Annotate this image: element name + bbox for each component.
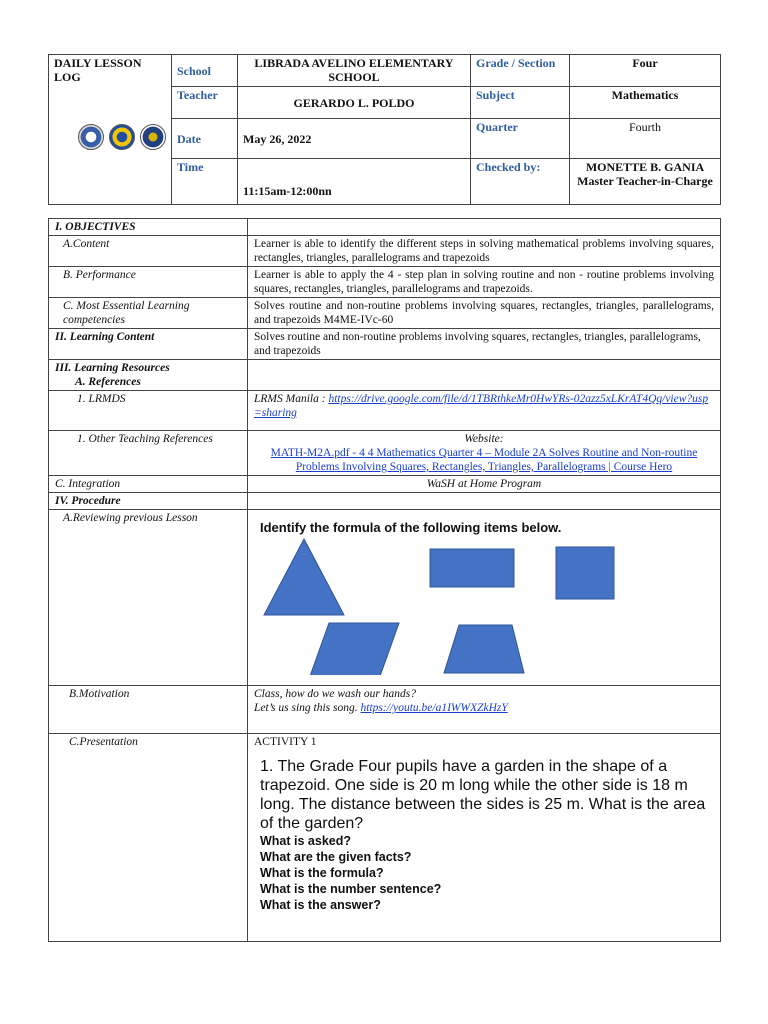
objectives-heading: I. OBJECTIVES xyxy=(49,219,248,236)
subject-label: Subject xyxy=(471,87,570,119)
lrmds-prefix: LRMS Manila : xyxy=(254,393,329,405)
division-seal-logo xyxy=(109,124,135,150)
activity-title: ACTIVITY 1 xyxy=(254,736,317,748)
question-given: What are the given facts? xyxy=(260,850,412,864)
references-label: A. References xyxy=(75,376,141,388)
review-label: A.Reviewing previous Lesson xyxy=(49,510,248,686)
website-label: Website: xyxy=(464,433,504,445)
presentation-label: C.Presentation xyxy=(49,734,248,942)
question-asked: What is asked? xyxy=(260,834,351,848)
subject-value: Mathematics xyxy=(570,87,721,119)
motivation-label: B.Motivation xyxy=(49,686,248,734)
motivation-question: Class, how do we wash our hands? xyxy=(254,688,416,700)
trapezoid-shape xyxy=(444,625,524,673)
quarter-label: Quarter xyxy=(471,119,570,159)
learning-content-heading: II. Learning Content xyxy=(49,329,248,360)
rectangle-shape xyxy=(430,549,514,587)
integration-text: WaSH at Home Program xyxy=(248,476,721,493)
presentation-cell xyxy=(248,734,721,942)
school-label: School xyxy=(172,55,238,87)
lrmds-label: 1. LRMDS xyxy=(49,391,248,431)
time-label: Time xyxy=(172,159,238,205)
header-table xyxy=(48,54,721,205)
resources-heading-cell xyxy=(49,360,248,391)
review-cell xyxy=(248,510,721,686)
empty-cell xyxy=(248,219,721,236)
question-sentence: What is the number sentence? xyxy=(260,882,442,896)
procedure-heading: IV. Procedure xyxy=(49,493,248,510)
lrmds-cell xyxy=(248,391,721,431)
performance-label: B. Performance xyxy=(49,267,248,298)
checker-name: MONETTE B. GANIA xyxy=(585,160,705,174)
review-title: Identify the formula of the following items below. xyxy=(260,520,562,535)
content-label: A.Content xyxy=(49,236,248,267)
integration-label: C. Integration xyxy=(49,476,248,493)
performance-text: Learner is able to apply the 4 - step plan in solving routine and non - routine problems involving squares, rectangles, triangles, parallelograms and trapezoids. xyxy=(248,267,721,298)
date-value: May 26, 2022 xyxy=(238,119,471,159)
competencies-label: C. Most Essential Learning competencies xyxy=(49,298,248,329)
grade-label: Grade / Section xyxy=(471,55,570,87)
square-shape xyxy=(556,547,614,599)
teacher-label: Teacher xyxy=(172,87,238,119)
song-link[interactable]: https://youtu.be/a1IWWXZkHzY xyxy=(360,702,508,714)
empty-cell xyxy=(248,360,721,391)
motivation-cell xyxy=(248,686,721,734)
checker-role: Master Teacher-in-Charge xyxy=(577,174,713,188)
question-formula: What is the formula? xyxy=(260,866,384,880)
school-seal-logo xyxy=(140,124,166,150)
learning-content-text: Solves routine and non-routine problems involving squares, rectangles, triangles, parallelograms, and trapezoids xyxy=(248,329,721,360)
log-title: DAILY LESSON LOG xyxy=(54,56,142,84)
website-link[interactable]: MATH-M2A.pdf - 4 4 Mathematics Quarter 4 – Module 2A Solves Routine and Non-routine Problems Involving Squares, Rectangles, Triangles, Parallelograms | Course Hero xyxy=(270,447,698,473)
lrmds-link[interactable]: https://drive.google.com/file/d/1TBRthkeMr0HwYRs-02azz5xLKrAT4Qq/view?usp=sharing xyxy=(254,393,709,419)
date-label: Date xyxy=(172,119,238,159)
triangle-shape xyxy=(264,539,344,615)
shapes-figure xyxy=(254,535,714,675)
quarter-value: Fourth xyxy=(570,119,721,159)
logos xyxy=(78,124,166,150)
motivation-prefix: Let’s us sing this song. xyxy=(254,702,361,714)
title-cell xyxy=(49,55,172,205)
website-cell xyxy=(248,431,721,476)
problem-text: 1. The Grade Four pupils have a garden in the shape of a trapezoid. One side is 20 m long while the other side is 18 m long. The distance between the sides is 25 m. What is the area of the garden? xyxy=(260,758,706,832)
checked-label: Checked by: xyxy=(471,159,570,205)
time-value: 11:15am-12:00nn xyxy=(238,159,471,205)
content-text: Learner is able to identify the different steps in solving mathematical problems involving squares, rectangles, triangles, parallelograms and trapezoids xyxy=(248,236,721,267)
parallelogram-shape xyxy=(309,623,399,675)
grade-value: Four xyxy=(570,55,721,87)
deped-seal-logo xyxy=(78,124,104,150)
empty-cell xyxy=(248,493,721,510)
lesson-table xyxy=(48,218,721,942)
school-name: LIBRADA AVELINO ELEMENTARY SCHOOL xyxy=(238,55,471,87)
teacher-name: GERARDO L. POLDO xyxy=(238,87,471,119)
question-answer: What is the answer? xyxy=(260,898,381,912)
other-references-label: 1. Other Teaching References xyxy=(49,431,248,476)
competencies-text: Solves routine and non-routine problems involving squares, rectangles, triangles, parallelograms, and trapezoids M4ME-IVc-60 xyxy=(248,298,721,329)
checker-cell xyxy=(570,159,721,205)
resources-heading: III. Learning Resources xyxy=(55,362,170,374)
